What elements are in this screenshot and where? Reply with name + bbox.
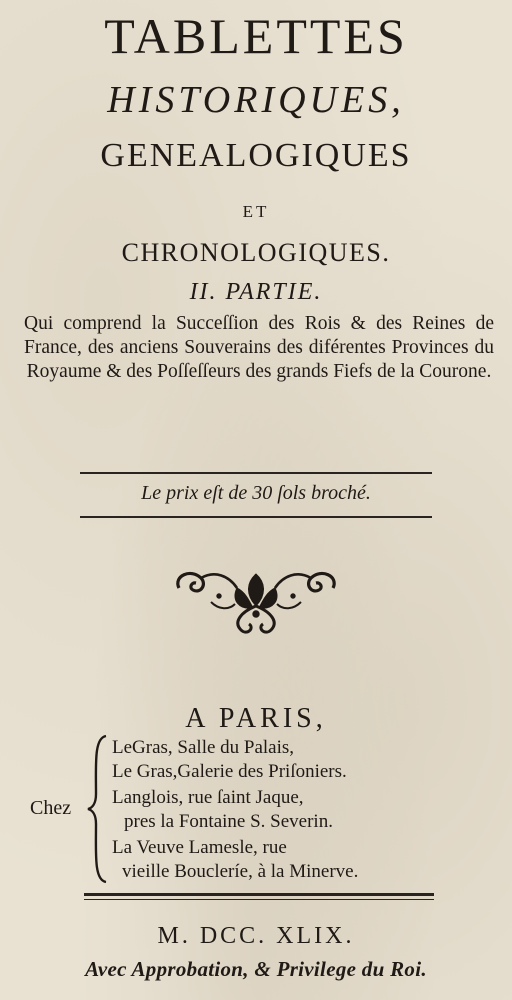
publisher-line: LeGras, Salle du Palais,: [112, 737, 295, 758]
publisher-line: vieille Boucleríe, à la Minerve.: [122, 861, 359, 882]
imprint-chez: Chez: [30, 797, 72, 819]
imprint-city: A PARIS,: [185, 703, 327, 734]
publisher-line: Langlois, rue ſaint Jaque,: [112, 787, 304, 808]
price-rule-bottom: [80, 516, 432, 518]
title-tablettes: TABLETTES: [104, 8, 408, 64]
approbation-line: Avec Approbation, & Privilege du Roi.: [85, 957, 427, 981]
title-genealogiques: GENEALOGIQUES: [100, 137, 412, 174]
title-part: II. PARTIE.: [189, 279, 323, 305]
publisher-line: Le Gras,Galerie des Priſoniers.: [112, 761, 347, 782]
curly-brace-icon: [86, 734, 108, 884]
publisher-line: La Veuve Lamesle, rue: [112, 837, 287, 858]
price-rule-top: [80, 472, 432, 474]
imprint-rule-thick: [84, 893, 434, 896]
publisher-line: pres la Fontaine S. Severin.: [124, 811, 333, 832]
publication-year: M. DCC. XLIX.: [157, 923, 355, 949]
title-chronologiques: CHRONOLOGIQUES.: [121, 238, 391, 267]
title-historiques: HISTORIQUES,: [107, 79, 405, 121]
price-line: Le prix eſt de 30 ſols broché.: [141, 482, 371, 504]
description-paragraph: Qui comprend la Succeſſion des Rois & des Reines de France, des anciens Souverains des diférentes Provinces du Royaume & des Poſſeſſeurs des grands Fiefs de la Courone.: [24, 313, 494, 382]
title-et: ET: [242, 202, 270, 221]
fleuron-ornament-icon: [171, 566, 341, 638]
imprint-rule-thin: [84, 899, 434, 900]
